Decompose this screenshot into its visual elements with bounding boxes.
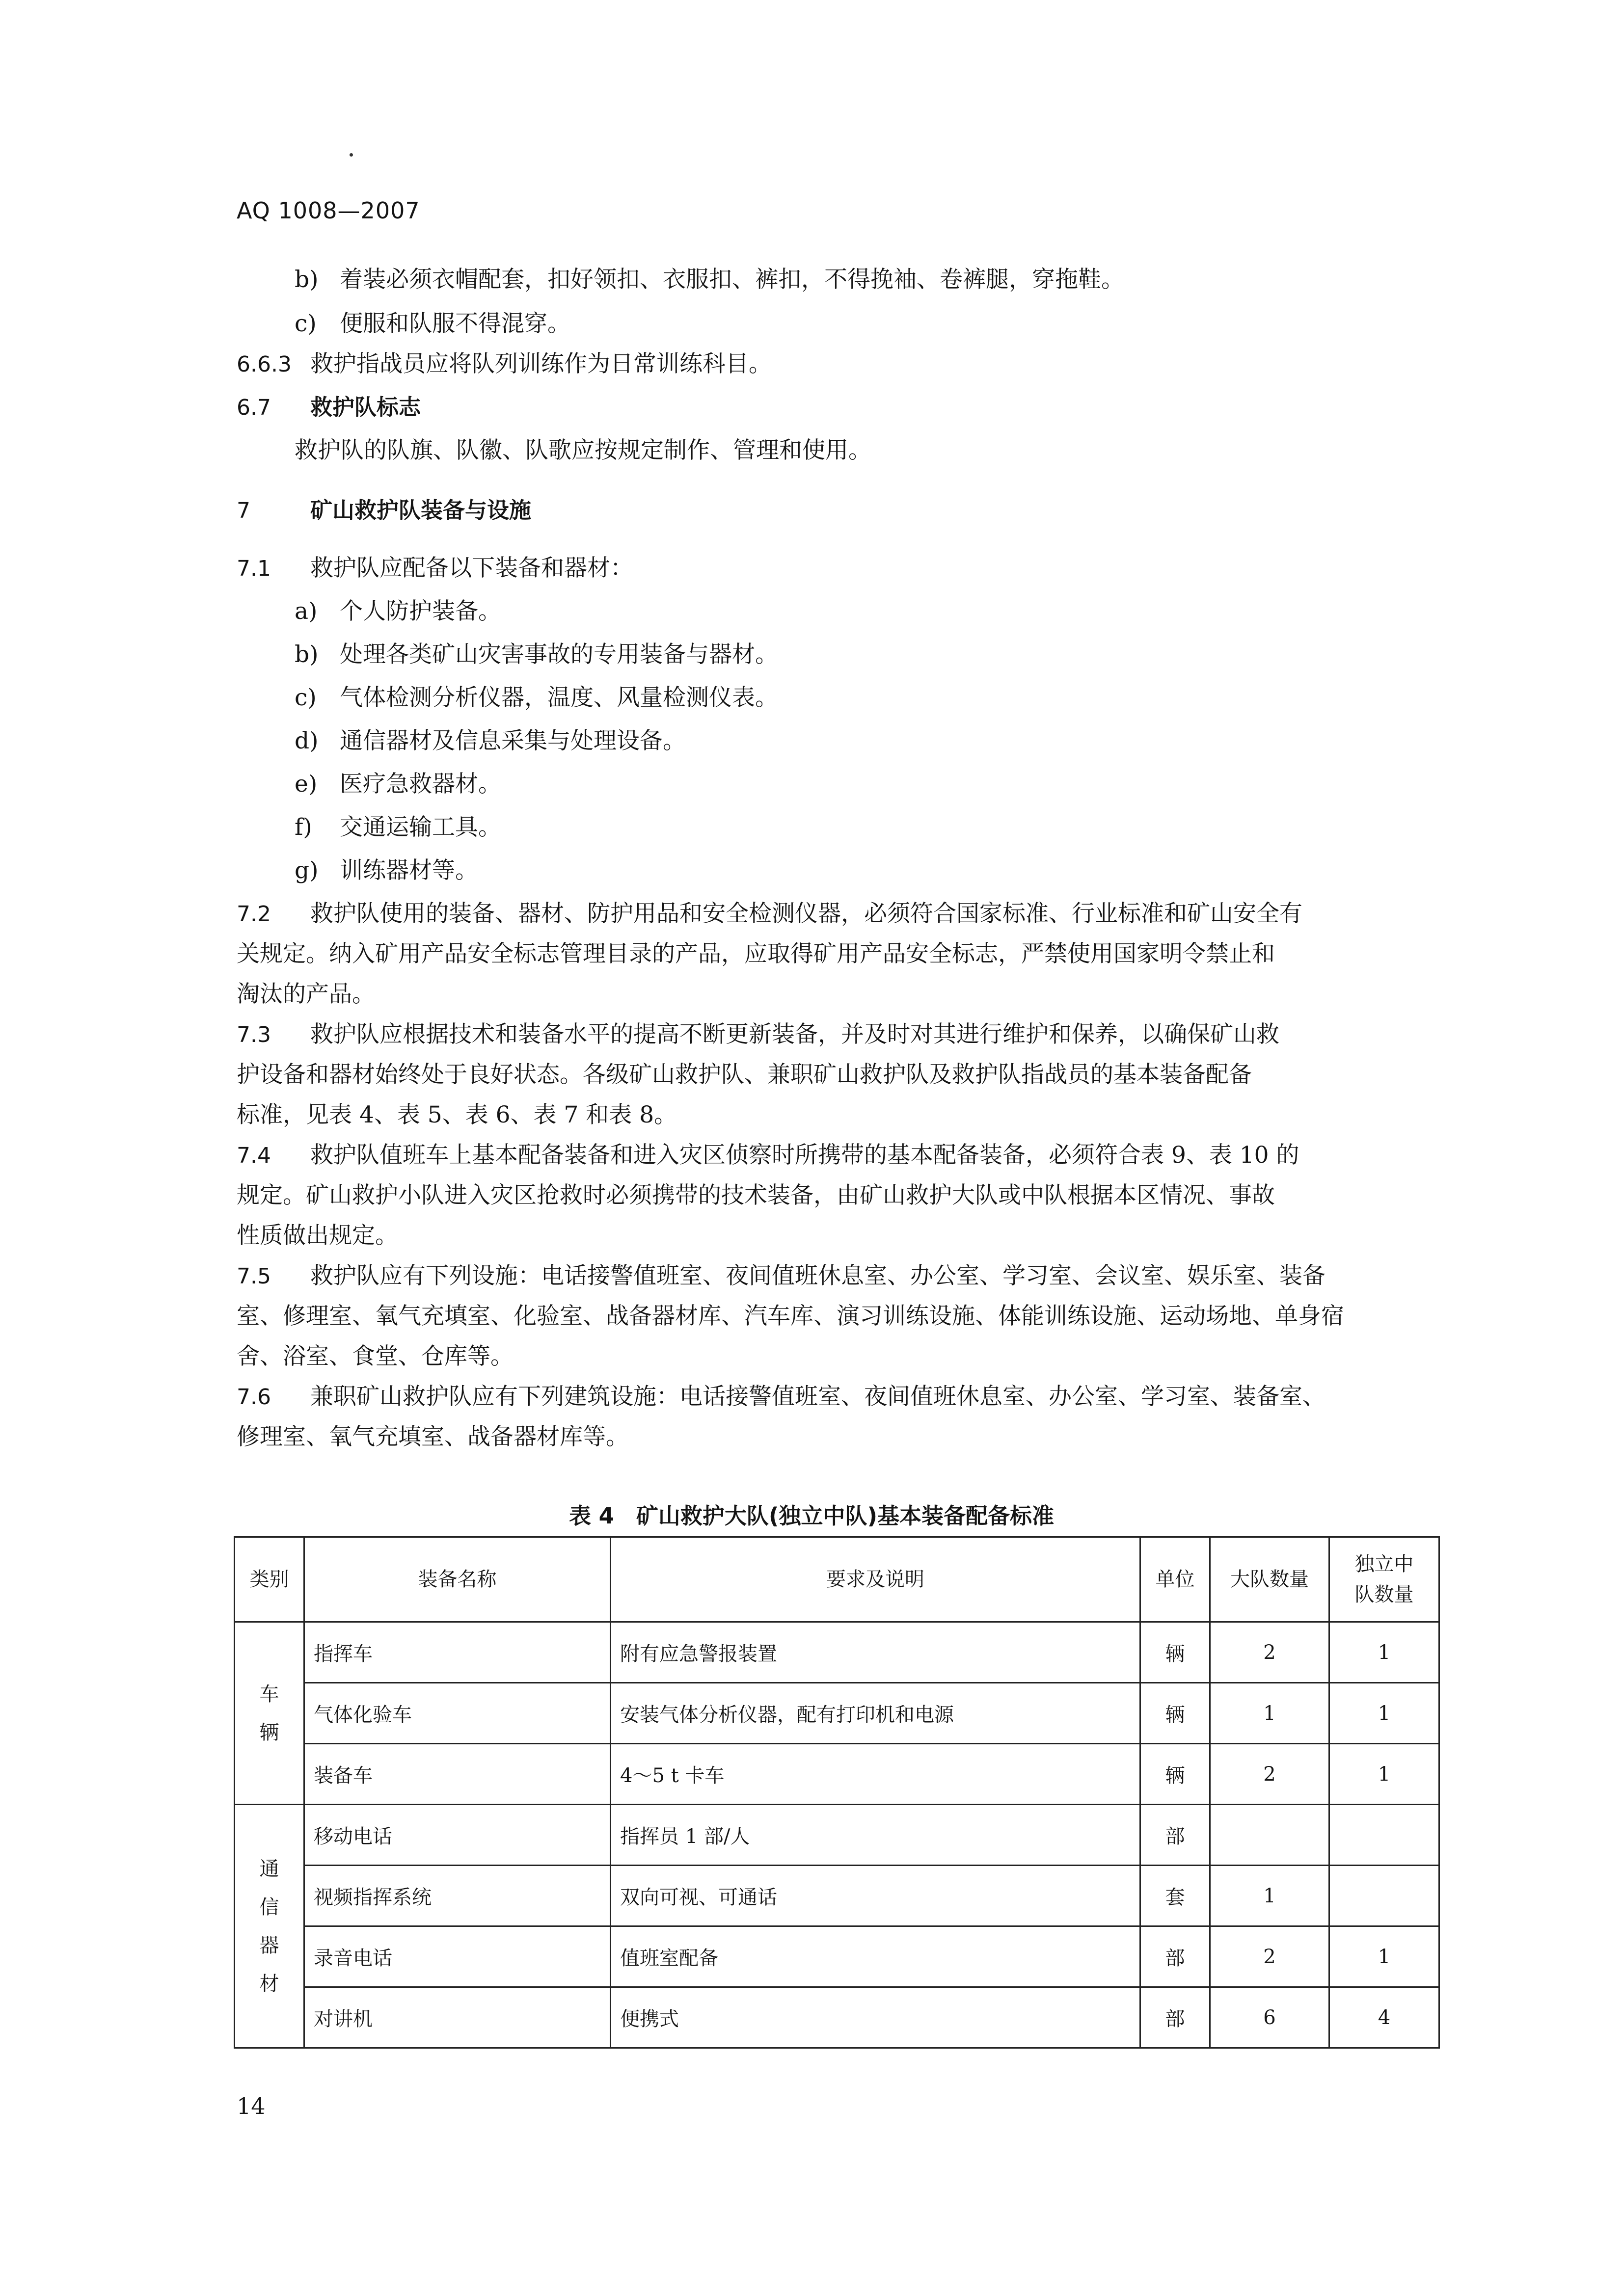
line-text: 个人防护装备。 bbox=[340, 598, 501, 625]
text-line bbox=[237, 1020, 1449, 1050]
list-label: b) bbox=[295, 641, 319, 668]
table-body bbox=[235, 1622, 1439, 2048]
text-line bbox=[237, 1141, 1449, 1171]
line-text: 救护队使用的装备、器材、防护用品和安全检测仪器，必须符合国家标准、行业标准和矿山安全有 bbox=[310, 900, 1302, 927]
requirement-cell: 便携式 bbox=[611, 1987, 1140, 2048]
brigade-qty-cell: 2 bbox=[1210, 1744, 1329, 1805]
line-text: 救护队应有下列设施：电话接警值班室、夜间值班休息室、办公室、学习室、会议室、娱乐室、装备 bbox=[310, 1262, 1325, 1289]
table-caption: 表 4 矿山救护大队(独立中队)基本装备配备标准 bbox=[568, 1503, 1055, 1529]
text-line bbox=[237, 980, 1449, 1009]
category-cell bbox=[235, 1622, 304, 1805]
unit-cell: 部 bbox=[1140, 1926, 1210, 1987]
clause-number: 7.5 bbox=[237, 1264, 271, 1289]
text-line bbox=[295, 265, 1507, 294]
table-header-row bbox=[235, 1537, 1439, 1622]
equipment-name-cell: 视频指挥系统 bbox=[304, 1866, 611, 1926]
section-heading: 矿山救护队装备与设施 bbox=[310, 497, 532, 523]
text-line bbox=[237, 1422, 1449, 1452]
column-header: 单位 bbox=[1140, 1537, 1210, 1622]
line-text: 淘汰的产品。 bbox=[237, 981, 375, 1008]
line-text: 规定。矿山救护小队进入灾区抢救时必须携带的技术装备，由矿山救护大队或中队根据本区情况、事故 bbox=[237, 1182, 1275, 1209]
unit-cell: 辆 bbox=[1140, 1622, 1210, 1683]
text-line bbox=[237, 1221, 1449, 1251]
text-line bbox=[237, 939, 1449, 969]
clause-number: 7.1 bbox=[237, 556, 271, 581]
requirement-cell: 双向可视、可通话 bbox=[611, 1866, 1140, 1926]
line-text: 兼职矿山救护队应有下列建筑设施：电话接警值班室、夜间值班休息室、办公室、学习室、装备室、 bbox=[310, 1383, 1325, 1410]
text-line bbox=[237, 1060, 1449, 1090]
table-row bbox=[235, 1926, 1439, 1987]
column-header: 类别 bbox=[235, 1537, 304, 1622]
line-text: 交通运输工具。 bbox=[340, 814, 501, 841]
text-line bbox=[237, 1261, 1449, 1291]
brigade-qty-cell: 6 bbox=[1210, 1987, 1329, 2048]
list-label: g) bbox=[295, 857, 319, 884]
text-line bbox=[237, 1382, 1449, 1412]
category-cell bbox=[235, 1805, 304, 2048]
list-label: f) bbox=[295, 814, 312, 841]
unit-cell: 套 bbox=[1140, 1866, 1210, 1926]
brigade-qty-cell: 1 bbox=[1210, 1683, 1329, 1744]
text-line bbox=[295, 640, 1507, 669]
text-line bbox=[237, 1181, 1449, 1210]
text-line bbox=[237, 1342, 1449, 1371]
list-label: c) bbox=[295, 310, 317, 337]
line-text: 救护队应根据技术和装备水平的提高不断更新装备，并及时对其进行维护和保养，以确保矿山救 bbox=[310, 1021, 1279, 1048]
clause-number: 6.6.3 bbox=[237, 352, 292, 377]
equipment-name-cell: 录音电话 bbox=[304, 1926, 611, 1987]
line-text: 救护队应配备以下装备和器材： bbox=[310, 555, 633, 582]
text-line bbox=[295, 436, 1507, 465]
line-text: 室、修理室、氧气充填室、化验室、战备器材库、汽车库、演习训练设施、体能训练设施、运动场地、单身宿 bbox=[237, 1303, 1344, 1330]
table-row bbox=[235, 1744, 1439, 1805]
unit-cell: 辆 bbox=[1140, 1683, 1210, 1744]
category-label: 车辆 bbox=[259, 1682, 279, 1744]
equipment-name-cell: 装备车 bbox=[304, 1744, 611, 1805]
list-label: a) bbox=[295, 598, 318, 625]
text-line bbox=[237, 1100, 1449, 1130]
line-text: 救护队值班车上基本配备装备和进入灾区侦察时所携带的基本配备装备，必须符合表 9、表 10 的 bbox=[310, 1142, 1299, 1169]
line-text: 关规定。纳入矿用产品安全标志管理目录的产品，应取得矿用产品安全标志，严禁使用国家明令禁止和 bbox=[237, 940, 1275, 967]
line-text: 舍、浴室、食堂、仓库等。 bbox=[237, 1343, 514, 1370]
table-row bbox=[235, 1622, 1439, 1683]
unit-cell: 辆 bbox=[1140, 1744, 1210, 1805]
line-text: 修理室、氧气充填室、战备器材库等。 bbox=[237, 1423, 629, 1450]
brigade-qty-cell: 1 bbox=[1210, 1866, 1329, 1926]
equipment-name-cell: 对讲机 bbox=[304, 1987, 611, 2048]
standard-code: AQ 1008—2007 bbox=[237, 197, 420, 224]
equipment-table bbox=[234, 1536, 1440, 2049]
equipment-name-cell: 气体化验车 bbox=[304, 1683, 611, 1744]
table-row bbox=[235, 1683, 1439, 1744]
requirement-cell: 值班室配备 bbox=[611, 1926, 1140, 1987]
text-line bbox=[295, 813, 1507, 842]
line-text: 处理各类矿山灾害事故的专用装备与器材。 bbox=[340, 641, 778, 668]
table-row bbox=[235, 1866, 1439, 1926]
clause-number: 7.3 bbox=[237, 1022, 271, 1047]
page-number: 14 bbox=[237, 2093, 266, 2119]
requirement-cell: 指挥员 1 部/人 bbox=[611, 1805, 1140, 1866]
squadron-qty-cell: 4 bbox=[1329, 1987, 1439, 2048]
requirement-cell: 4～5 t 卡车 bbox=[611, 1744, 1140, 1805]
line-text: 医疗急救器材。 bbox=[340, 771, 501, 798]
text-line bbox=[237, 393, 1449, 423]
brigade-qty-cell bbox=[1210, 1805, 1329, 1866]
line-text: 救护指战员应将队列训练作为日常训练科目。 bbox=[310, 350, 772, 377]
text-line bbox=[295, 597, 1507, 626]
squadron-qty-cell: 1 bbox=[1329, 1622, 1439, 1683]
text-line bbox=[295, 770, 1507, 799]
line-text: 性质做出规定。 bbox=[237, 1222, 398, 1249]
text-line bbox=[237, 899, 1449, 929]
equipment-name-cell: 指挥车 bbox=[304, 1622, 611, 1683]
squadron-qty-cell: 1 bbox=[1329, 1926, 1439, 1987]
text-line bbox=[295, 683, 1507, 713]
table-row bbox=[235, 1987, 1439, 2048]
brigade-qty-cell: 2 bbox=[1210, 1622, 1329, 1683]
squadron-qty-cell bbox=[1329, 1805, 1439, 1866]
clause-number: 6.7 bbox=[237, 395, 271, 420]
table-row bbox=[235, 1805, 1439, 1866]
list-label: d) bbox=[295, 727, 319, 754]
column-header: 独立中队数量 bbox=[1329, 1537, 1439, 1622]
list-label: e) bbox=[295, 771, 318, 798]
clause-number: 7.6 bbox=[237, 1385, 271, 1410]
squadron-qty-cell: 1 bbox=[1329, 1683, 1439, 1744]
line-text: 通信器材及信息采集与处理设备。 bbox=[340, 727, 686, 754]
line-text: 着装必须衣帽配套，扣好领扣、衣服扣、裤扣，不得挽袖、卷裤腿，穿拖鞋。 bbox=[340, 266, 1124, 293]
clause-number: 7 bbox=[237, 498, 250, 523]
category-label: 通信器材 bbox=[259, 1857, 279, 1995]
unit-cell: 部 bbox=[1140, 1987, 1210, 2048]
text-line bbox=[295, 726, 1507, 756]
scan-speck bbox=[350, 153, 353, 157]
column-header: 要求及说明 bbox=[611, 1537, 1140, 1622]
clause-number: 7.2 bbox=[237, 902, 271, 927]
requirement-cell: 附有应急警报装置 bbox=[611, 1622, 1140, 1683]
column-header: 大队数量 bbox=[1210, 1537, 1329, 1622]
line-text: 标准，见表 4、表 5、表 6、表 7 和表 8。 bbox=[237, 1101, 677, 1128]
unit-cell: 部 bbox=[1140, 1805, 1210, 1866]
squadron-qty-cell: 1 bbox=[1329, 1744, 1439, 1805]
equipment-name-cell: 移动电话 bbox=[304, 1805, 611, 1866]
list-label: b) bbox=[295, 266, 319, 293]
line-text: 训练器材等。 bbox=[340, 857, 478, 884]
line-text: 气体检测分析仪器，温度、风量检测仪表。 bbox=[340, 684, 778, 711]
text-line bbox=[295, 309, 1507, 339]
text-line bbox=[237, 554, 1449, 584]
clause-number: 7.4 bbox=[237, 1143, 271, 1168]
brigade-qty-cell: 2 bbox=[1210, 1926, 1329, 1987]
text-line bbox=[237, 496, 1449, 526]
line-text: 护设备和器材始终处于良好状态。各级矿山救护队、兼职矿山救护队及救护队指战员的基本装备配备 bbox=[237, 1061, 1252, 1088]
text-line bbox=[295, 856, 1507, 885]
line-text: 便服和队服不得混穿。 bbox=[340, 310, 570, 337]
list-label: c) bbox=[295, 684, 317, 711]
squadron-qty-cell bbox=[1329, 1866, 1439, 1926]
section-heading: 救护队标志 bbox=[310, 394, 421, 420]
text-line bbox=[237, 349, 1449, 379]
requirement-cell: 安装气体分析仪器，配有打印机和电源 bbox=[611, 1683, 1140, 1744]
text-line bbox=[237, 1302, 1449, 1331]
line-text: 救护队的队旗、队徽、队歌应按规定制作、管理和使用。 bbox=[295, 437, 871, 464]
column-header: 装备名称 bbox=[304, 1537, 611, 1622]
